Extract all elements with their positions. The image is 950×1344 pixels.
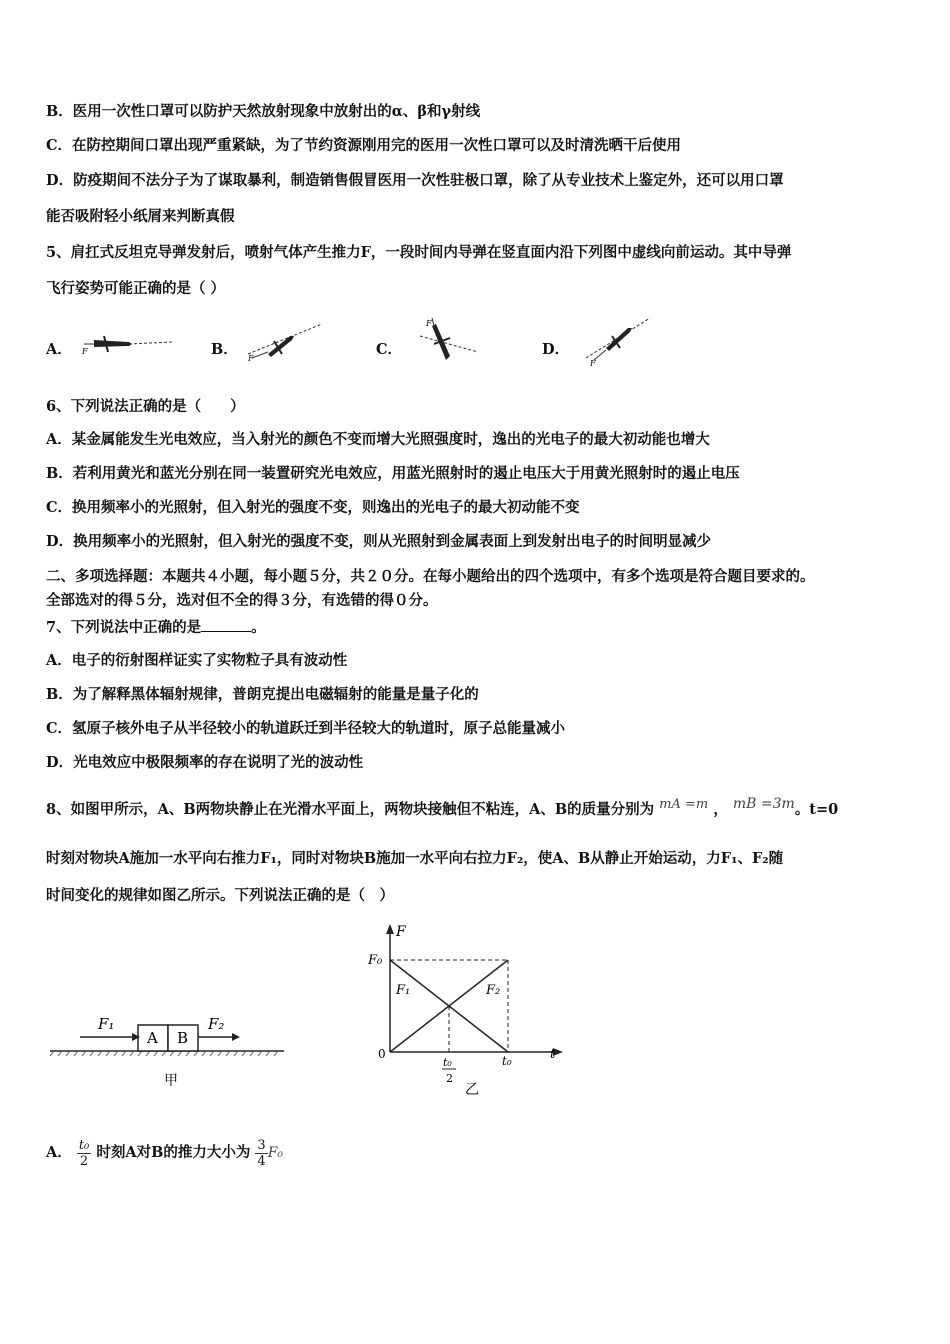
- section-2-heading: 二、多项选择题：本题共４小题，每小题５分，共２０分。在每小题给出的四个选项中，有多个选项是符合题目要求的。: [46, 568, 815, 585]
- axis-f-label: F: [396, 924, 406, 940]
- q5-option-c-label: C．: [376, 341, 403, 358]
- q5-option-b-label: B．: [211, 341, 238, 358]
- figure-jia-caption: 甲: [164, 1073, 178, 1089]
- q7-option-d: D．光电效应中极限频率的存在说明了光的波动性: [46, 754, 364, 771]
- q4-option-b: B．医用一次性口罩可以防护天然放射现象中放射出的α、β和γ射线: [46, 103, 481, 120]
- q7-option-c: C．氢原子核外电子从半径较小的轨道跃迁到半径较大的轨道时，原子总能量减小: [46, 720, 566, 737]
- q4-option-c: C．在防控期间口罩出现严重紧缺，为了节约资源刚用完的医用一次性口罩可以及时清洗晒干后使用: [46, 137, 682, 154]
- section-2-heading-cont: 全部选对的得５分，选对但不全的得３分，有选错的得０分。: [46, 592, 438, 609]
- f1-label: F₁: [98, 1015, 115, 1033]
- t0-tick-label: t₀: [502, 1054, 512, 1068]
- q7-stem-text: 7、下列说法中正确的是: [46, 619, 202, 636]
- axis-t-label: t: [550, 1047, 556, 1062]
- svg-text:F: F: [248, 354, 254, 363]
- q4-option-d: D．防疫期间不法分子为了谋取暴利，制造销售假冒医用一次性驻极口罩，除了从专业技术上鉴定外，还可以用口罩: [46, 172, 784, 189]
- f0-label: F₀: [368, 953, 383, 968]
- half-t0-fraction: $\frac{\text{t₀}}{2}$: [78, 1137, 90, 1169]
- figure-jia: [46, 1005, 296, 1100]
- q5-option-a-figure: [74, 326, 174, 360]
- svg-text:F: F: [82, 347, 88, 356]
- q8-t0: 。t=0: [794, 801, 839, 818]
- q5-option-b-figure: [238, 314, 328, 364]
- q8-option-a-f0: F₀: [267, 1145, 284, 1161]
- block-b-label: B: [177, 1029, 189, 1047]
- q5-option-c-figure: [412, 316, 482, 366]
- q6-option-d: D．换用频率小的光照射，但入射光的强度不变，则从光照射到金属表面上到发射出电子的时间明显减少: [46, 533, 712, 550]
- graph-f2-label: F₂: [486, 983, 501, 998]
- figure-yi: [360, 922, 570, 1102]
- q7-option-a: A．电子的衍射图样证实了实物粒子具有波动性: [46, 652, 348, 669]
- f2-label: F₂: [208, 1015, 225, 1033]
- q6-option-c: C．换用频率小的光照射，但入射光的强度不变，则逸出的光电子的最大初动能不变: [46, 499, 580, 516]
- q6-stem: 6、下列说法正确的是（ ）: [46, 398, 245, 415]
- q7-answer-blank: [201, 617, 251, 632]
- origin-label: 0: [378, 1047, 386, 1061]
- q7-option-b: B．为了解释黑体辐射规律，普朗克提出电磁辐射的能量是量子化的: [46, 686, 479, 703]
- q8-option-a: [46, 1135, 283, 1171]
- q8-sep: ，: [713, 801, 728, 818]
- q4-option-d-cont: 能否吸附轻小纸屑来判断真假: [46, 208, 235, 225]
- figure-yi-caption: 乙: [465, 1082, 479, 1098]
- q7-stem: [46, 617, 266, 638]
- svg-text:F: F: [426, 319, 432, 328]
- q5-option-d-label: D．: [542, 341, 570, 358]
- q8-stem-cont: 时刻对物块A施加一水平向右推力F₁，同时对物块B施加一水平向右拉力F₂，使A、B从静止开始运动，力F₁、F₂随: [46, 850, 784, 867]
- q8-mass-a: mA =m: [659, 797, 709, 812]
- q7-stem-end: 。: [251, 619, 266, 636]
- q8-mass-b: mB =3m: [732, 796, 795, 812]
- q8-stem-cont2: 时间变化的规律如图乙所示。下列说法正确的是（ ）: [46, 887, 394, 904]
- q5-stem-cont: 飞行姿势可能正确的是（ ）: [46, 280, 226, 297]
- graph-f1-label: F₁: [396, 983, 411, 998]
- svg-text:F: F: [590, 359, 596, 368]
- q8-stem-text: 8、如图甲所示，A、B两物块静止在光滑水平面上，两物块接触但不粘连，A、B的质量分别为: [46, 801, 655, 818]
- q5-option-a-label: A．: [46, 341, 72, 358]
- q8-option-a-text: 时刻A对B的推力大小为: [96, 1144, 251, 1161]
- half-t0-num: t₀: [443, 1056, 452, 1069]
- three-quarter-fraction: $\frac{3}{4}$: [257, 1137, 266, 1169]
- q6-option-a: A．某金属能发生光电效应，当入射光的颜色不变而增大光照强度时，逸出的光电子的最大初动能也增大: [46, 431, 710, 448]
- block-a-label: A: [147, 1029, 158, 1047]
- q6-option-b: B．若利用黄光和蓝光分别在同一装置研究光电效应，用蓝光照射时的遏止电压大于用黄光照射时的遏止电压: [46, 465, 740, 482]
- half-t0-den: 2: [446, 1072, 453, 1085]
- q8-option-a-label: A．: [46, 1144, 72, 1161]
- q5-option-d-figure: [578, 312, 658, 368]
- q8-stem: [46, 796, 839, 821]
- q5-stem: 5、肩扛式反坦克导弹发射后，喷射气体产生推力F，一段时间内导弹在竖直面内沿下列图中虚线向前运动。其中导弹: [46, 244, 792, 261]
